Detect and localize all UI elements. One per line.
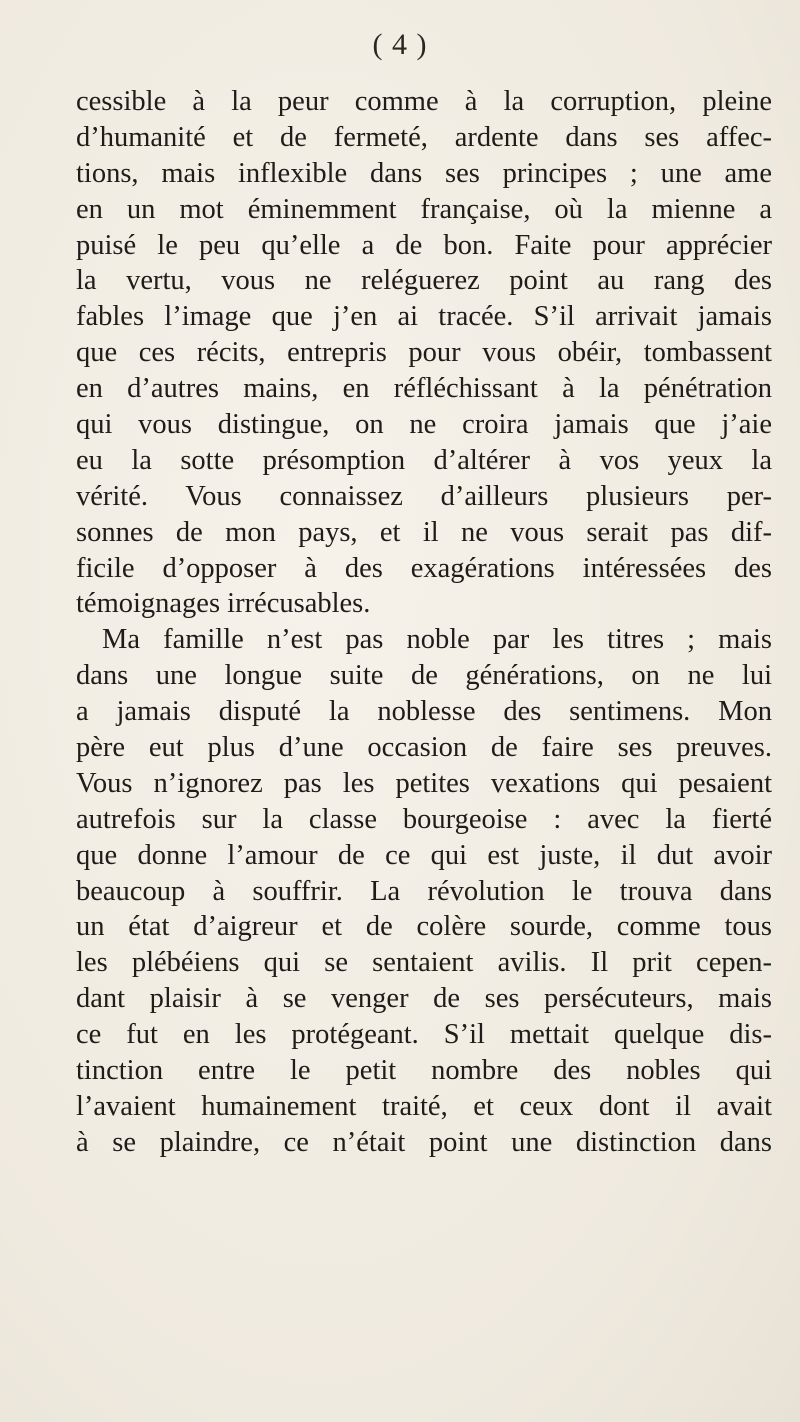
text-line: tinction entre le petit nombre des nobles qui bbox=[76, 1055, 772, 1087]
text-line: puisé le peu qu’elle a de bon. Faite pour apprécier bbox=[76, 229, 772, 261]
text-line: beaucoup à souffrir. La révolution le trouva dans bbox=[76, 875, 772, 907]
text-line: Ma famille n’est pas noble par les titres ; mais bbox=[102, 624, 772, 656]
text-line: sonnes de mon pays, et il ne vous serait pas dif- bbox=[76, 516, 772, 548]
text-line: témoignages irrécusables. bbox=[76, 588, 371, 620]
text-line: vérité. Vous connaissez d’ailleurs plusieurs per- bbox=[76, 480, 772, 512]
text-line: d’humanité et de fermeté, ardente dans ses affec- bbox=[76, 121, 772, 153]
text-line: qui vous distingue, on ne croira jamais que j’aie bbox=[76, 409, 772, 441]
text-line: cessible à la peur comme à la corruption, pleine bbox=[76, 86, 772, 117]
text-line: que donne l’amour de ce qui est juste, il dut avoir bbox=[76, 839, 772, 871]
body-text bbox=[76, 84, 772, 1161]
text-line: autrefois sur la classe bourgeoise : avec la fierté bbox=[76, 803, 772, 835]
text-line: à se plaindre, ce n’était point une distinction dans bbox=[76, 1126, 772, 1158]
text-line: en un mot éminemment française, où la mienne a bbox=[76, 193, 772, 225]
text-line: que ces récits, entrepris pour vous obéir, tombassent bbox=[76, 337, 772, 369]
page-number: ( 4 ) bbox=[372, 28, 428, 61]
text-line: eu la sotte présomption d’altérer à vos yeux la bbox=[76, 444, 772, 476]
text-line: les plébéiens qui se sentaient avilis. Il prit cepen- bbox=[76, 947, 772, 979]
text-line: la vertu, vous ne reléguerez point au rang des bbox=[76, 265, 772, 297]
text-line: a jamais disputé la noblesse des sentimens. Mon bbox=[76, 696, 772, 728]
text-line: dant plaisir à se venger de ses persécuteurs, mais bbox=[76, 983, 772, 1015]
text-line: père eut plus d’une occasion de faire ses preuves. bbox=[76, 732, 772, 764]
text-line: Vous n’ignorez pas les petites vexations qui pesaient bbox=[76, 767, 772, 799]
text-line: un état d’aigreur et de colère sourde, comme tous bbox=[76, 911, 772, 943]
text-line: fables l’image que j’en ai tracée. S’il arrivait jamais bbox=[76, 301, 772, 333]
text-line: en d’autres mains, en réfléchissant à la pénétration bbox=[76, 373, 772, 405]
text-line: ficile d’opposer à des exagérations intéressées des bbox=[76, 552, 772, 584]
text-line: ce fut en les protégeant. S’il mettait quelque dis- bbox=[76, 1019, 772, 1051]
text-line: tions, mais inflexible dans ses principes ; une ame bbox=[76, 157, 772, 189]
text-line: dans une longue suite de générations, on ne lui bbox=[76, 660, 772, 692]
text-line: l’avaient humainement traité, et ceux dont il avait bbox=[76, 1090, 772, 1122]
